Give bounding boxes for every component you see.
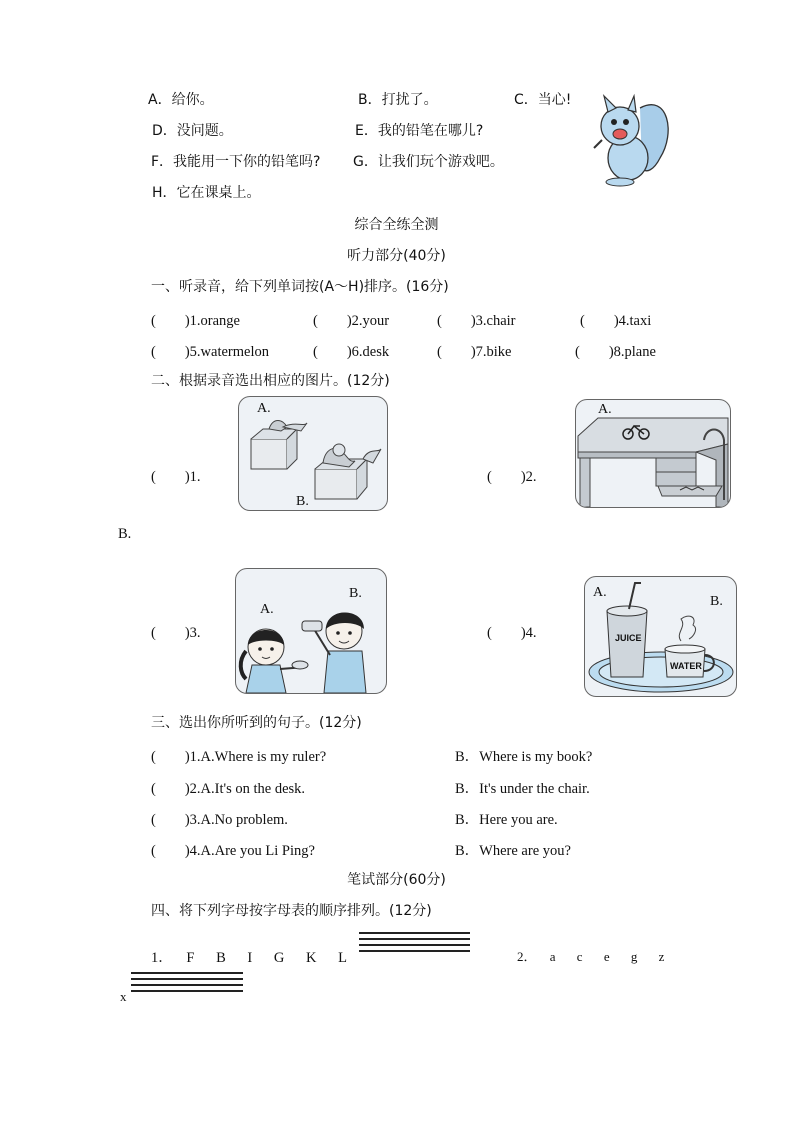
sentence-option-b: B．Here you are.	[455, 812, 558, 828]
word-item: ( )7.bike	[437, 344, 512, 360]
label-b: B.	[296, 494, 309, 509]
word-item: ( )1.orange	[151, 313, 240, 329]
sentence-option-a: ( )4.A.Are you Li Ping?	[151, 843, 315, 859]
word-item: ( )4.taxi	[580, 313, 652, 329]
picture-kids	[235, 568, 387, 694]
juice-label: JUICE	[615, 633, 642, 643]
option-h: H．它在课桌上。	[152, 185, 261, 201]
option-a: A．给你。	[148, 92, 214, 108]
sentence-option-a: ( )3.A.No problem.	[151, 812, 288, 828]
question-2-1: ( )1.	[151, 469, 201, 485]
option-d: D．没问题。	[152, 123, 233, 139]
label-b: B.	[349, 586, 362, 601]
label-b-orphan: B.	[118, 526, 132, 542]
answer-lines-q2[interactable]	[131, 972, 243, 996]
letter: L	[338, 950, 347, 966]
letter: B	[216, 950, 226, 966]
question-number: 2．	[517, 949, 537, 964]
question-2-3: ( )3.	[151, 625, 201, 641]
letter: c	[576, 949, 583, 964]
question-number: 1．	[151, 950, 173, 966]
option-f: F．我能用一下你的铅笔吗?	[151, 154, 321, 170]
letters-q1	[151, 946, 365, 967]
picture-desk	[575, 399, 731, 508]
word-item: ( )3.chair	[437, 313, 516, 329]
section3-title: 三、选出你所听到的句子。(12分)	[151, 715, 362, 731]
label-a: A.	[598, 402, 612, 417]
letter: g	[630, 949, 638, 964]
writing-title: 笔试部分(60分)	[347, 872, 446, 888]
sentence-option-a: ( )2.A.It's on the desk.	[151, 781, 306, 797]
label-a: A.	[593, 585, 607, 600]
test-title: 综合全练全测	[354, 217, 439, 233]
listening-title: 听力部分(40分)	[347, 248, 446, 264]
water-label: WATER	[670, 661, 702, 671]
section2-title: 二、根据录音选出相应的图片。(12分)	[151, 373, 390, 389]
question-2-2: ( )2.	[487, 469, 537, 485]
sentence-option-b: B．Where is my book?	[455, 749, 593, 765]
letter: K	[305, 950, 317, 966]
letter: a	[549, 949, 556, 964]
picture-boxes	[238, 396, 388, 511]
sentence-option-b: B．It's under the chair.	[455, 781, 590, 797]
sentence-option-b: B．Where are you?	[455, 843, 571, 859]
label-a: A.	[257, 401, 271, 416]
word-item: ( )5.watermelon	[151, 344, 269, 360]
option-c: C．当心!	[514, 92, 572, 108]
word-item: ( )6.desk	[313, 344, 390, 360]
letter: F	[186, 950, 195, 966]
option-b: B．打扰了。	[358, 92, 438, 108]
label-a: A.	[260, 602, 274, 617]
label-b: B.	[710, 594, 723, 609]
sentence-option-a: ( )1.A.Where is my ruler?	[151, 749, 327, 765]
letter: z	[658, 949, 665, 964]
squirrel-illustration	[590, 88, 674, 188]
word-item: ( )2.your	[313, 313, 390, 329]
letter: e	[603, 949, 610, 964]
picture-drinks	[584, 576, 737, 697]
letters-q2	[517, 946, 682, 965]
letter: G	[273, 950, 285, 966]
answer-lines-q1[interactable]	[359, 932, 470, 956]
section1-title: 一、听录音，给下列单词按(A～H)排序。(16分)	[151, 279, 449, 295]
question-2-4: ( )4.	[487, 625, 537, 641]
option-e: E．我的铅笔在哪儿?	[355, 123, 484, 139]
option-g: G．让我们玩个游戏吧。	[353, 154, 504, 170]
word-item: ( )8.plane	[575, 344, 656, 360]
letter: I	[247, 950, 253, 966]
section4-title: 四、将下列字母按字母表的顺序排列。(12分)	[151, 903, 432, 919]
letter: x	[120, 989, 127, 1004]
